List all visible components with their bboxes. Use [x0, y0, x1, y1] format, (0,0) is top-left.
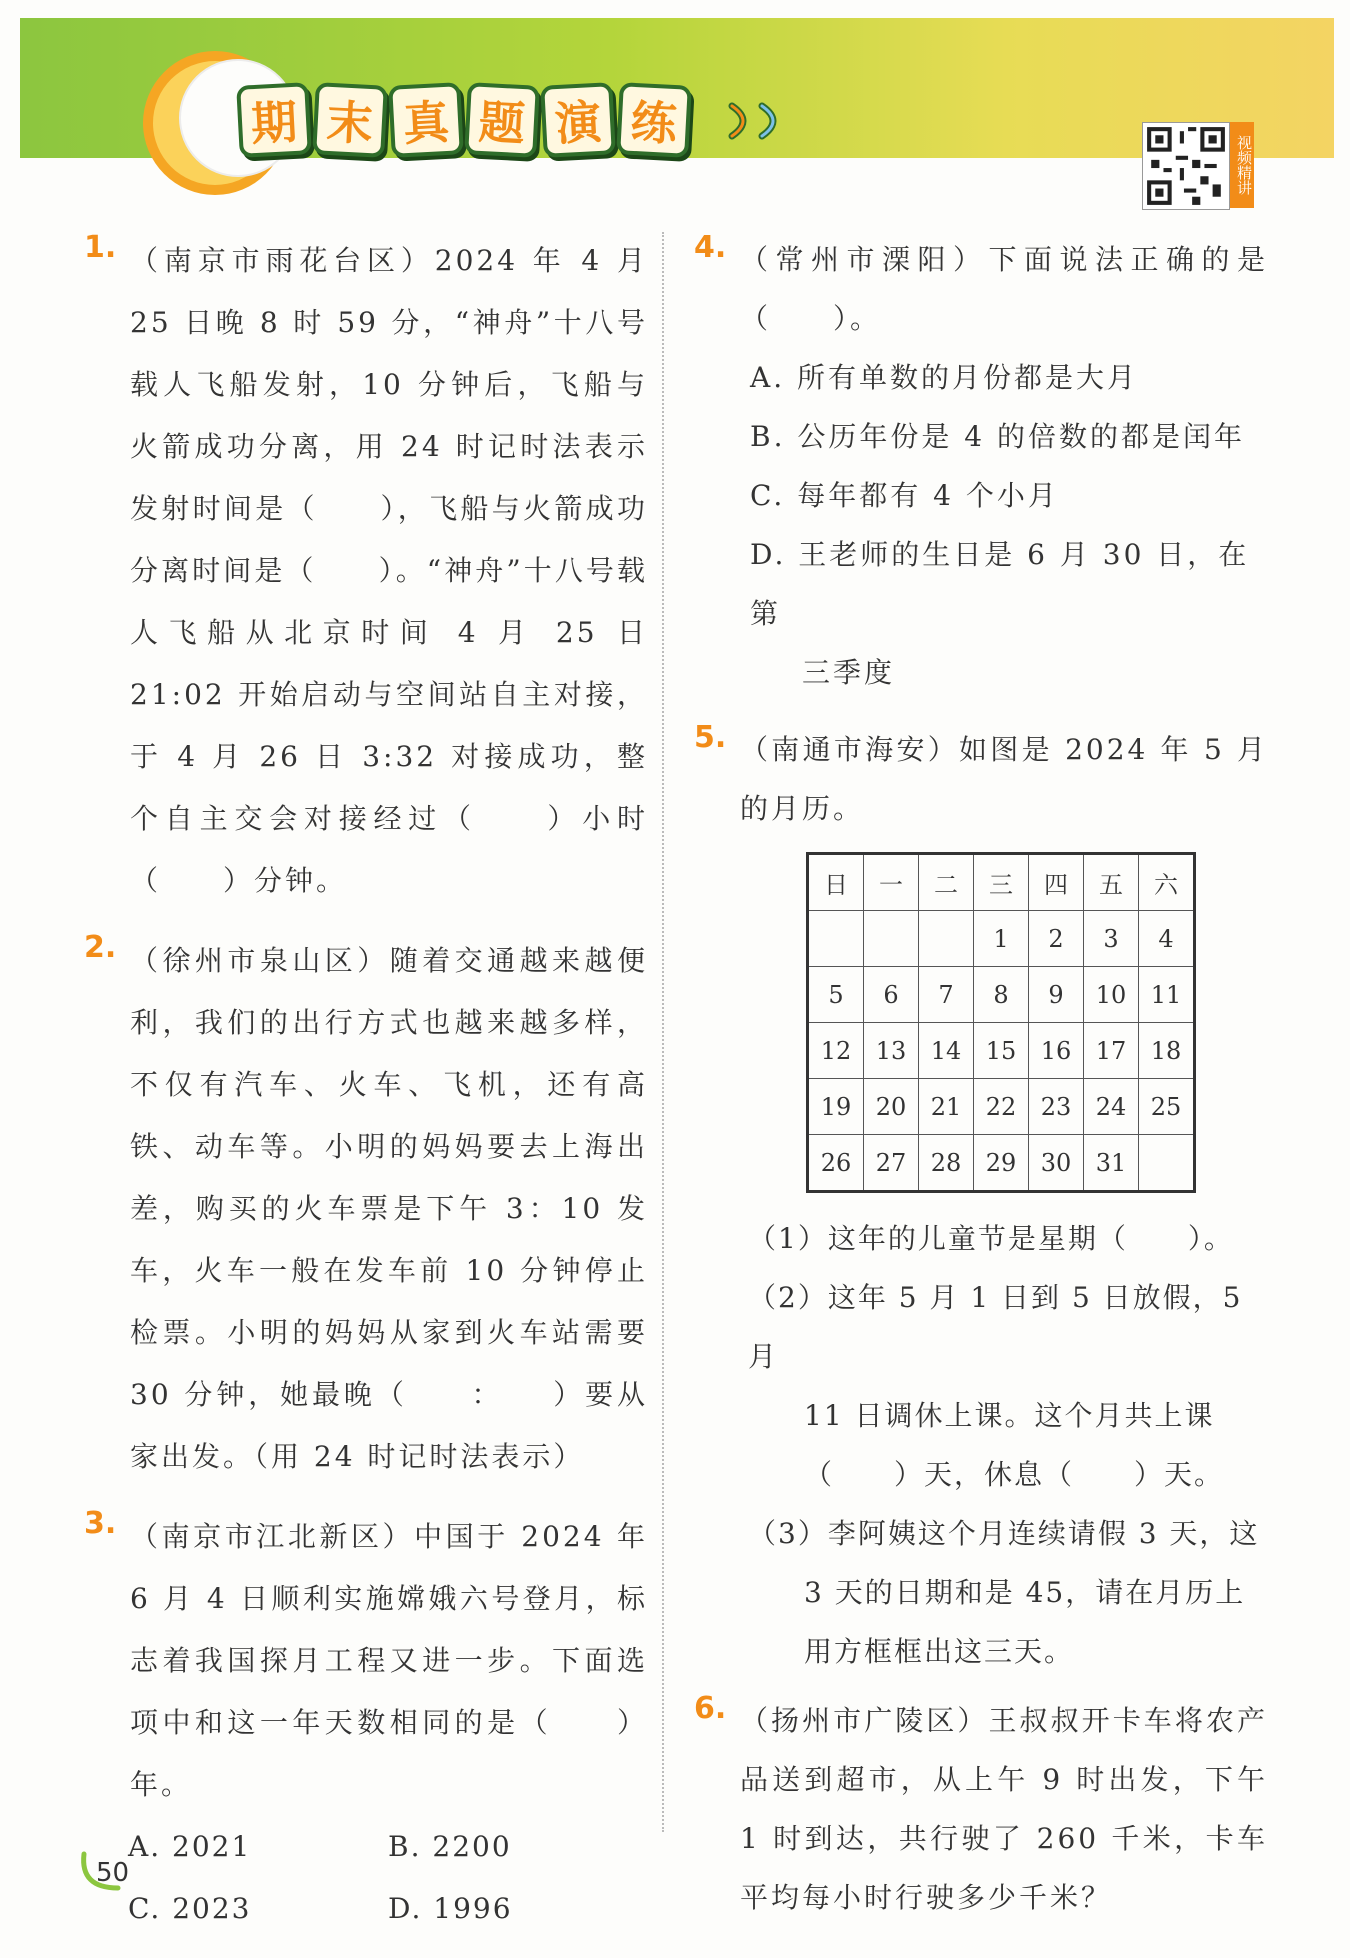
- question-4: [694, 230, 1268, 702]
- sub-question-3: （3）李阿姨这个月连续请假 3 天，这: [748, 1517, 1260, 1550]
- calendar-cell: 8: [974, 967, 1029, 1023]
- calendar-cell: 1: [974, 911, 1029, 967]
- calendar-cell: 7: [919, 967, 974, 1023]
- title-char: 题: [464, 82, 540, 158]
- option-a[interactable]: A. 所有单数的月份都是大月: [750, 361, 1139, 394]
- title-char: 末: [312, 82, 388, 158]
- option-b[interactable]: B. 2200: [388, 1830, 512, 1863]
- question-text: （徐州市泉山区）随着交通越来越便利，我们的出行方式也越来越多样，不仅有汽车、火车、飞机，还有高铁、动车等。小明的妈妈要去上海出差，购买的火车票是下午 3：10 发车，火车一般在发车前 10 分钟停止检票。小明的妈妈从家到火车站需要 30 分钟，她最晚（ ： ）要从家出发。（用 24 时记时法表示）: [130, 944, 648, 1473]
- calendar-cell: [864, 911, 919, 967]
- calendar-cell: 28: [919, 1135, 974, 1192]
- calendar-cell: [808, 911, 864, 967]
- question-text: （常州市溧阳）下面说法正确的是（ ）。: [740, 243, 1268, 335]
- calendar-header: 日: [808, 854, 864, 911]
- question-number: 5.: [694, 720, 727, 755]
- option-d-continued: 三季度: [802, 656, 896, 689]
- table-row: [808, 967, 1195, 1023]
- calendar-cell: 12: [808, 1023, 864, 1079]
- calendar-cell: 14: [919, 1023, 974, 1079]
- calendar-table: [806, 852, 1196, 1193]
- title-char: 练: [616, 82, 692, 158]
- question-number: 4.: [694, 230, 727, 265]
- right-column: [694, 230, 1268, 1945]
- column-divider: [662, 232, 664, 1832]
- question-number: 2.: [84, 930, 117, 965]
- calendar-header: 一: [864, 854, 919, 911]
- calendar-header: 六: [1139, 854, 1195, 911]
- sub-question-3-line: 用方框框出这三天。: [804, 1635, 1075, 1668]
- calendar-cell: 11: [1139, 967, 1195, 1023]
- page-title: [238, 84, 690, 156]
- calendar-cell: 2: [1029, 911, 1084, 967]
- option-d[interactable]: D. 王老师的生日是 6 月 30 日，在第: [750, 538, 1250, 630]
- title-char: 真: [388, 82, 464, 158]
- calendar-cell: 5: [808, 967, 864, 1023]
- question-5: [694, 720, 1268, 1681]
- calendar-cell: 4: [1139, 911, 1195, 967]
- question-number: 6.: [694, 1691, 727, 1726]
- chevron-decoration-icon: [724, 96, 804, 146]
- question-3: [84, 1506, 648, 1940]
- calendar-cell: 10: [1084, 967, 1139, 1023]
- calendar-cell: 21: [919, 1079, 974, 1135]
- calendar-cell: 25: [1139, 1079, 1195, 1135]
- sub-question-1: （1）这年的儿童节是星期（ ）。: [748, 1222, 1234, 1255]
- calendar-cell: 26: [808, 1135, 864, 1192]
- question-number: 1.: [84, 230, 117, 265]
- table-row: [808, 1135, 1195, 1192]
- options: [88, 1816, 648, 1940]
- calendar-cell: 3: [1084, 911, 1139, 967]
- calendar-cell: 15: [974, 1023, 1029, 1079]
- calendar-header: 三: [974, 854, 1029, 911]
- sub-question-2-line: 11 日调休上课。这个月共上课: [804, 1399, 1215, 1432]
- calendar-header: 二: [919, 854, 974, 911]
- sub-question-2: （2）这年 5 月 1 日到 5 日放假，5 月: [748, 1281, 1243, 1373]
- calendar-cell: 24: [1084, 1079, 1139, 1135]
- calendar-cell: [1139, 1135, 1195, 1192]
- option-c[interactable]: C. 2023: [128, 1892, 252, 1925]
- left-column: [84, 230, 648, 1958]
- page-number: 50: [96, 1858, 130, 1888]
- question-2: [84, 930, 648, 1488]
- question-text: （南通市海安）如图是 2024 年 5 月的月历。: [740, 733, 1268, 825]
- option-a[interactable]: A. 2021: [128, 1830, 252, 1863]
- table-row: [808, 1079, 1195, 1135]
- calendar-cell: 30: [1029, 1135, 1084, 1192]
- sub-question-3-line: 3 天的日期和是 45，请在月历上: [804, 1576, 1246, 1609]
- option-d[interactable]: D. 1996: [388, 1892, 513, 1925]
- calendar-cell: 20: [864, 1079, 919, 1135]
- option-c[interactable]: C. 每年都有 4 个小月: [750, 479, 1059, 512]
- table-row: [808, 911, 1195, 967]
- calendar-cell: 31: [1084, 1135, 1139, 1192]
- calendar-cell: 23: [1029, 1079, 1084, 1135]
- calendar-cell: 27: [864, 1135, 919, 1192]
- question-text: （扬州市广陵区）王叔叔开卡车将农产品送到超市，从上午 9 时出发，下午 1 时到达，共行驶了 260 千米，卡车平均每小时行驶多少千米？: [740, 1704, 1268, 1914]
- calendar-cell: 16: [1029, 1023, 1084, 1079]
- question-6: [694, 1691, 1268, 1927]
- question-number: 3.: [84, 1506, 117, 1541]
- qr-video-tag: 视频精讲: [1230, 122, 1254, 208]
- calendar-cell: 6: [864, 967, 919, 1023]
- sub-question-2-line: （ ）天，休息（ ）天。: [804, 1458, 1225, 1491]
- calendar-cell: 29: [974, 1135, 1029, 1192]
- calendar-cell: 9: [1029, 967, 1084, 1023]
- calendar-header: 五: [1084, 854, 1139, 911]
- calendar-cell: 17: [1084, 1023, 1139, 1079]
- calendar-cell: 22: [974, 1079, 1029, 1135]
- calendar-cell: 18: [1139, 1023, 1195, 1079]
- option-b[interactable]: B. 公历年份是 4 的倍数的都是闰年: [750, 420, 1245, 453]
- calendar-cell: 13: [864, 1023, 919, 1079]
- title-char: 演: [540, 82, 616, 158]
- question-1: [84, 230, 648, 912]
- calendar-cell: [919, 911, 974, 967]
- title-char: 期: [236, 82, 312, 158]
- table-row: [808, 1023, 1195, 1079]
- calendar-cell: 19: [808, 1079, 864, 1135]
- calendar-header: 四: [1029, 854, 1084, 911]
- question-text: （南京市江北新区）中国于 2024 年 6 月 4 日顺利实施嫦娥六号登月，标志着我国探月工程又进一步。下面选项中和这一年天数相同的是（ ）年。: [130, 1520, 648, 1801]
- qr-code-icon[interactable]: [1142, 122, 1230, 210]
- question-text: （南京市雨花台区）2024 年 4 月 25 日晚 8 时 59 分，“神舟”十八号载人飞船发射，10 分钟后，飞船与火箭成功分离，用 24 时记时法表示发射时间是（ ），飞船与火箭成功分离时间是（ ）。“神舟”十八号载人飞船从北京时间 4 月 25 日 21:02 开始启动与空间站自主对接，于 4 月 26 日 3:32 对接成功，整个自主交会对接经过（ ）小时（ ）分钟。: [130, 244, 648, 897]
